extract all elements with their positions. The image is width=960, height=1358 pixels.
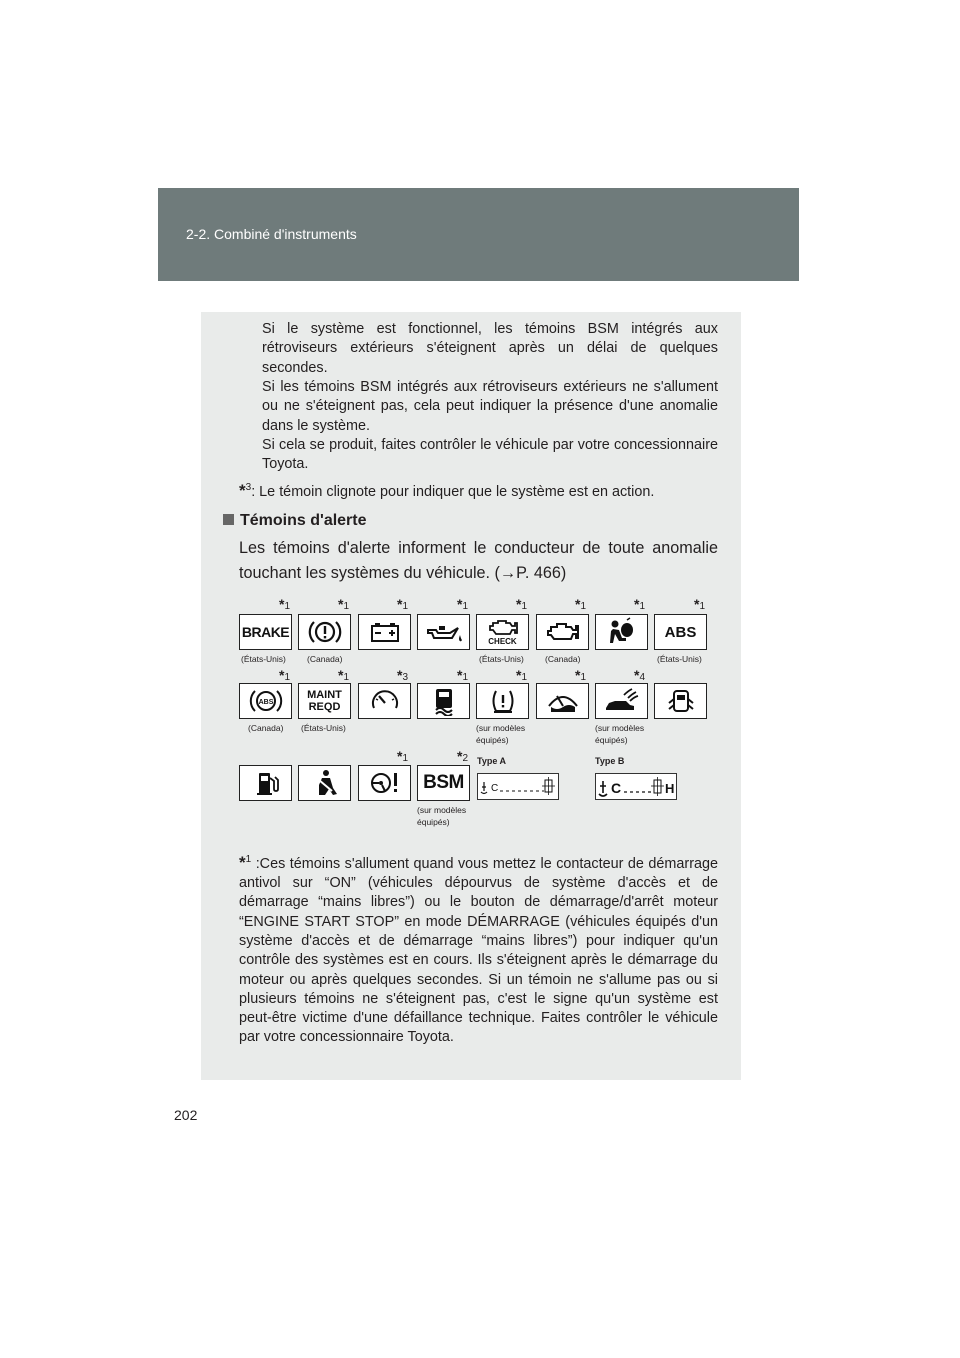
mark-r3-1: *1 <box>397 748 409 764</box>
brake-warning-symbol-icon <box>298 614 351 650</box>
vehicle-skid-icon <box>417 683 470 719</box>
mark-r1-6: *1 <box>575 596 587 612</box>
mark-r2-5: *1 <box>516 667 528 683</box>
caption-r3-4a: (sur modèles <box>417 805 467 815</box>
power-steering-warning-icon <box>358 765 411 801</box>
slip-indicator-gauge-icon <box>358 683 411 719</box>
oil-pressure-warning-icon <box>417 614 470 650</box>
note-star: * <box>239 480 246 500</box>
mark-r2-1: *1 <box>279 667 291 683</box>
svg-text:C: C <box>611 780 622 796</box>
footnote-1 <box>239 850 718 1048</box>
brake-warning-text-icon: BRAKE <box>239 614 292 650</box>
warning-lights-heading <box>223 512 367 530</box>
caption-r1-8: (États-Unis) <box>657 654 702 664</box>
caption-r1-6: (Canada) <box>545 654 581 664</box>
door-open-icon <box>654 683 707 719</box>
note-text: : Le témoin clignote pour indiquer que le système est en action. <box>251 483 655 500</box>
abs-circle-icon <box>239 683 292 719</box>
mark-r1-5: *1 <box>516 596 528 612</box>
caption-r2-5a: (sur modèles <box>476 723 526 733</box>
bsm-paragraph-3: Si cela se produit, faites contrôler le véhicule par votre concessionnaire Toyota. <box>262 437 718 473</box>
type-a-label: Type A <box>477 756 507 766</box>
seatbelt-reminder-icon <box>298 765 351 801</box>
note-3 <box>239 478 654 502</box>
svg-text:ABS: ABS <box>258 699 273 706</box>
footnote-text: :Ces témoins s'allument quand vous mettez le contacteur de démarrage antivol sur “ON” (véhicules dépourvus de système d'accès et de démarrage “mains libres”) ou le bouton de démarrage/d'arrêt moteur “ENGINE START STOP” en mode DÉMARRAGE (véhicules équipés d'un système d'accès et de démarrage “mains libres”) pour indiquer qu'un contrôle des systèmes est en cours. Ils s'éteignent après le démarrage du moteur ou après quelques secondes. Si un témoin ne s'allume pas ou si plusieurs témoins ne s'éteignent pas, c'est le signe qu'un système est peut-être victime d'une défaillance technique. Faites contrôler le véhicule par votre concessionnaire Toyota. <box>239 855 718 1046</box>
mark-r1-7: *1 <box>634 596 646 612</box>
coolant-temp-gauge-type-a <box>477 773 559 800</box>
mark-r1-4: *1 <box>457 596 469 612</box>
bsm-paragraph-2: Si les témoins BSM intégrés aux rétroviseurs extérieurs ne s'allument ou ne s'éteignent pas, cela peut indiquer la présence d'une anomalie dans le système. <box>262 379 718 434</box>
mark-r1-8: *1 <box>694 596 706 612</box>
low-fuel-icon <box>239 765 292 801</box>
footnote-number: 1 <box>245 854 252 865</box>
mark-r2-7: *4 <box>634 667 646 683</box>
mark-r1-1: *1 <box>279 596 291 612</box>
mark-r2-2: *1 <box>338 667 350 683</box>
mark-r2-4: *1 <box>457 667 469 683</box>
caption-r1-1: (États-Unis) <box>241 654 286 664</box>
square-bullet-icon <box>223 514 234 525</box>
maintenance-required-icon: MAINT REQD <box>298 683 351 719</box>
caption-r2-7a: (sur modèles <box>595 723 645 733</box>
caption-r1-2: (Canada) <box>307 654 343 664</box>
caption-r2-1: (Canada) <box>248 723 284 733</box>
mark-r2-3: *3 <box>397 667 409 683</box>
svg-text:H: H <box>665 781 675 796</box>
svg-text:C: C <box>491 783 499 794</box>
warning-lights-intro: Les témoins d'alerte informent le conducteur de toute anomalie touchant les systèmes du véhicule. (→P. 466) <box>239 539 718 582</box>
mark-r1-3: *1 <box>397 596 409 612</box>
content-panel <box>201 312 741 1080</box>
bsm-paragraph-1: Si le système est fonctionnel, les témoins BSM intégrés aux rétroviseurs extérieurs s'éteignent après un délai de quelques secondes. <box>262 321 718 376</box>
pre-collision-warning-icon <box>595 683 648 719</box>
footnote-star: * <box>239 852 246 872</box>
washer-fluid-icon <box>536 683 589 719</box>
heading-text: Témoins d'alerte <box>240 512 367 529</box>
mark-r1-2: *1 <box>338 596 350 612</box>
caption-r2-2: (États-Unis) <box>301 723 346 733</box>
type-b-label: Type B <box>595 756 625 766</box>
caption-r1-5: (États-Unis) <box>479 654 524 664</box>
battery-warning-icon <box>358 614 411 650</box>
tire-pressure-warning-icon <box>476 683 529 719</box>
caption-r2-5b: équipés) <box>476 735 509 745</box>
coolant-temp-gauge-type-b <box>595 773 677 800</box>
caption-r3-4b: équipés) <box>417 817 450 827</box>
page-number: 202 <box>174 1107 198 1123</box>
note-number: 3 <box>245 482 252 493</box>
mark-r2-6: *1 <box>575 667 587 683</box>
abs-text-icon: ABS <box>654 614 707 650</box>
bsm-indicator-icon: BSM <box>417 765 470 801</box>
check-engine-icon: CHECK <box>476 614 529 650</box>
section-title: 2-2. Combiné d'instruments <box>186 226 357 242</box>
airbag-warning-icon <box>595 614 648 650</box>
section-header <box>158 188 799 281</box>
mark-r3-2: *2 <box>457 748 469 764</box>
caption-r2-7b: équipés) <box>595 735 628 745</box>
engine-malfunction-icon <box>536 614 589 650</box>
